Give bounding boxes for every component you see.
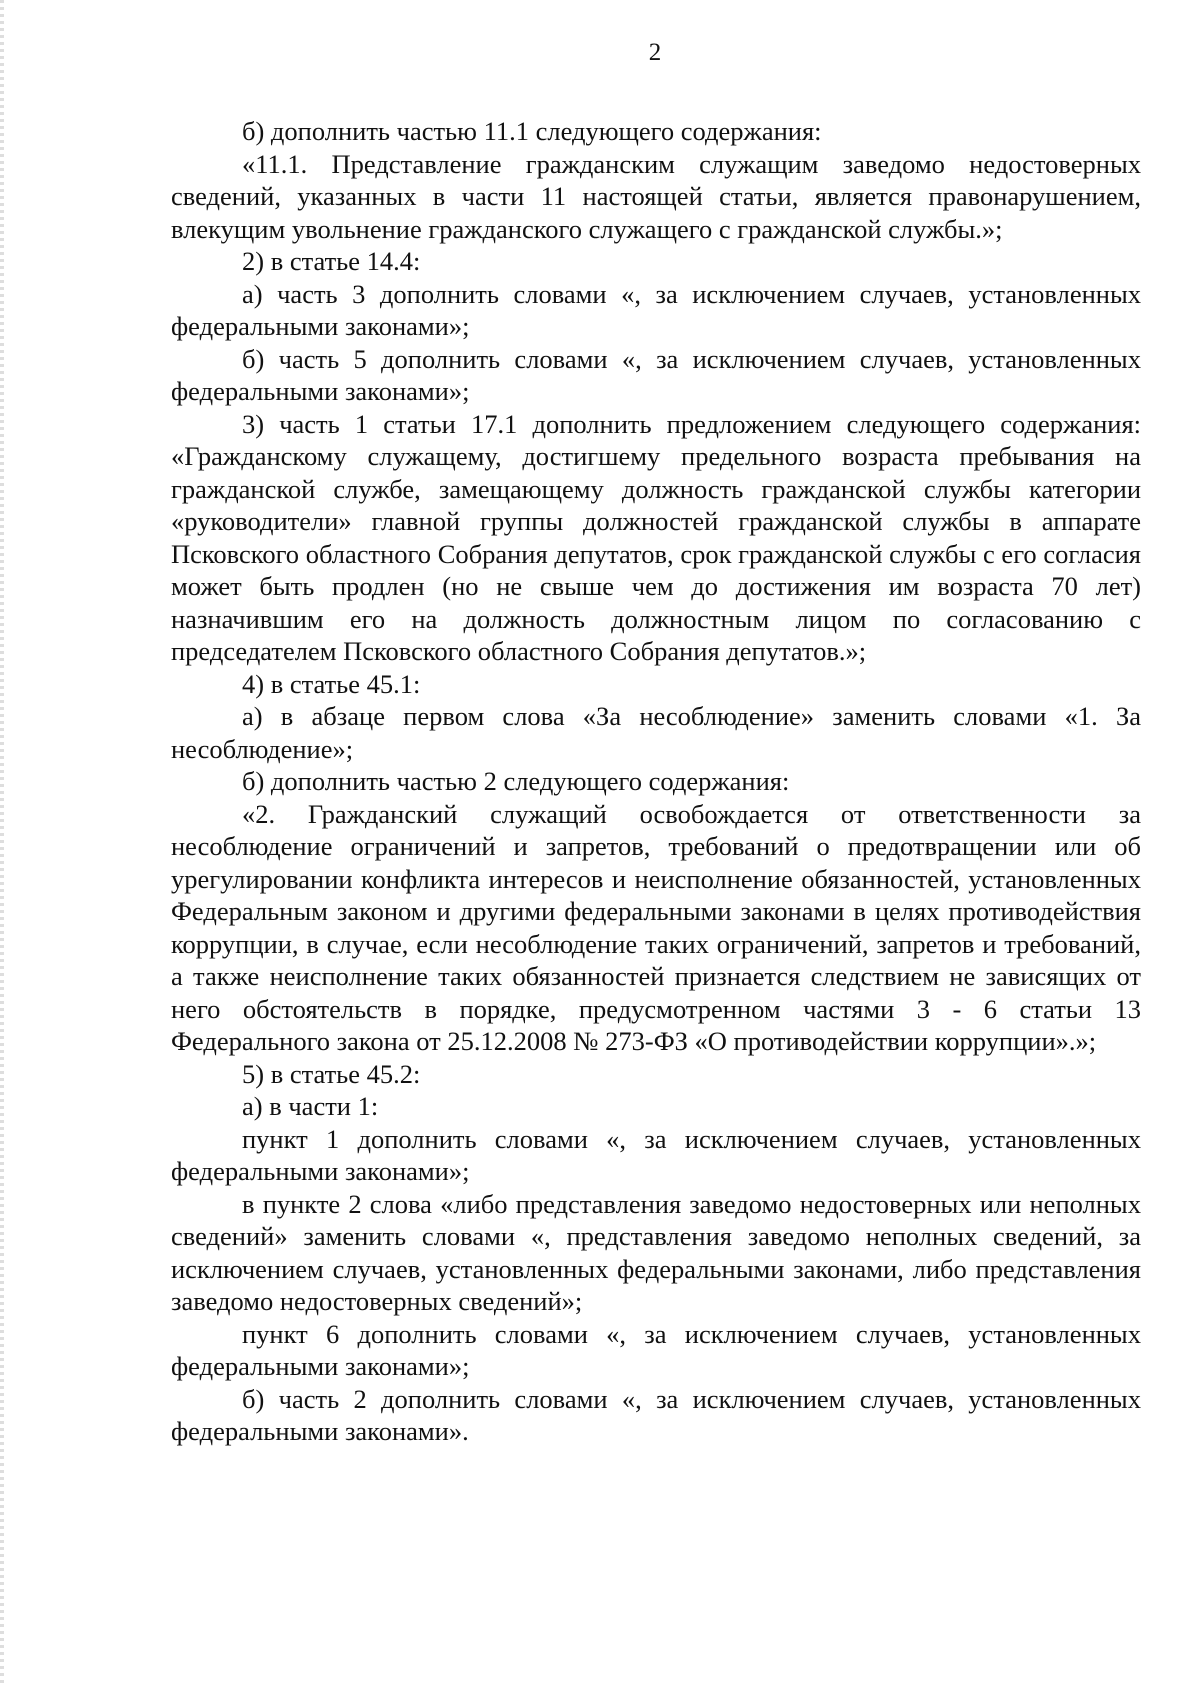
paragraph: б) дополнить частью 2 следующего содержания: bbox=[242, 766, 790, 796]
page-number: 2 bbox=[648, 39, 662, 66]
paragraph: в пункте 2 слова «либо представления заведомо недостоверных или неполных сведений» заменить словами «, представления заведомо неполных сведений, за исключением случаев, установленных федеральными законами, либо представления заведомо недостоверных сведений»; bbox=[171, 1188, 1141, 1316]
paragraph: 4) в статье 45.1: bbox=[242, 668, 421, 699]
scan-edge bbox=[0, 0, 4, 1686]
paragraph: а) в абзаце первом слова «За несоблюдение» заменить словами «1. За несоблюдение»; bbox=[171, 701, 1141, 764]
paragraph: «2. Гражданский служащий освобождается от ответственности за несоблюдение ограничений и запретов, требований о предотвращении или об урегулировании конфликта интересов и неисполнение обязанностей, установленных Федеральным законом и другими федеральными законами в целях противодействия коррупции, в случае, если несоблюдение таких ограничений, запретов и требований, а также неисполнение таких обязанностей признается следствием не зависящих от него обстоятельств в порядке, предусмотренном частями 3 - 6 статьи 13 Федерального закона от 25.12.2008 № 273-ФЗ «О противодействии коррупции».»; bbox=[171, 798, 1141, 1056]
paragraph: б) дополнить частью 11.1 следующего содержания: bbox=[242, 116, 822, 146]
paragraph: 5) в статье 45.2: bbox=[242, 1058, 421, 1089]
paragraph: а) часть 3 дополнить словами «, за исключением случаев, установленных федеральными законами»; bbox=[171, 278, 1141, 341]
paragraph: 3) часть 1 статьи 17.1 дополнить предложением следующего содержания: «Гражданскому служащему, достигшему предельного возраста пребывания на гражданской службе, замещающему должность гражданской службы категории «руководители» главной группы должностей гражданской службы в аппарате Псковского областного Собрания депутатов, срок гражданской службы с его согласия может быть продлен (но не свыше чем до достижения им возраста 70 лет) назначившим его на должность должностным лицом по согласованию с председателем Псковского областного Собрания депутатов.»; bbox=[171, 408, 1141, 666]
paragraph: пункт 1 дополнить словами «, за исключением случаев, установленных федеральными законами»; bbox=[171, 1123, 1141, 1186]
paragraph: а) в части 1: bbox=[242, 1091, 379, 1121]
paragraph: б) часть 5 дополнить словами «, за исключением случаев, установленных федеральными законами»; bbox=[171, 343, 1141, 406]
paragraph: «11.1. Представление гражданским служащим заведомо недостоверных сведений, указанных в части 11 настоящей статьи, является правонарушением, влекущим увольнение гражданского служащего с гражданской службы.»; bbox=[171, 148, 1141, 244]
paragraph: 2) в статье 14.4: bbox=[242, 246, 421, 276]
document-body bbox=[171, 115, 1141, 1448]
paragraph: пункт 6 дополнить словами «, за исключением случаев, установленных федеральными законами»; bbox=[171, 1318, 1141, 1381]
paragraph: б) часть 2 дополнить словами «, за исключением случаев, установленных федеральными законами». bbox=[171, 1383, 1141, 1446]
